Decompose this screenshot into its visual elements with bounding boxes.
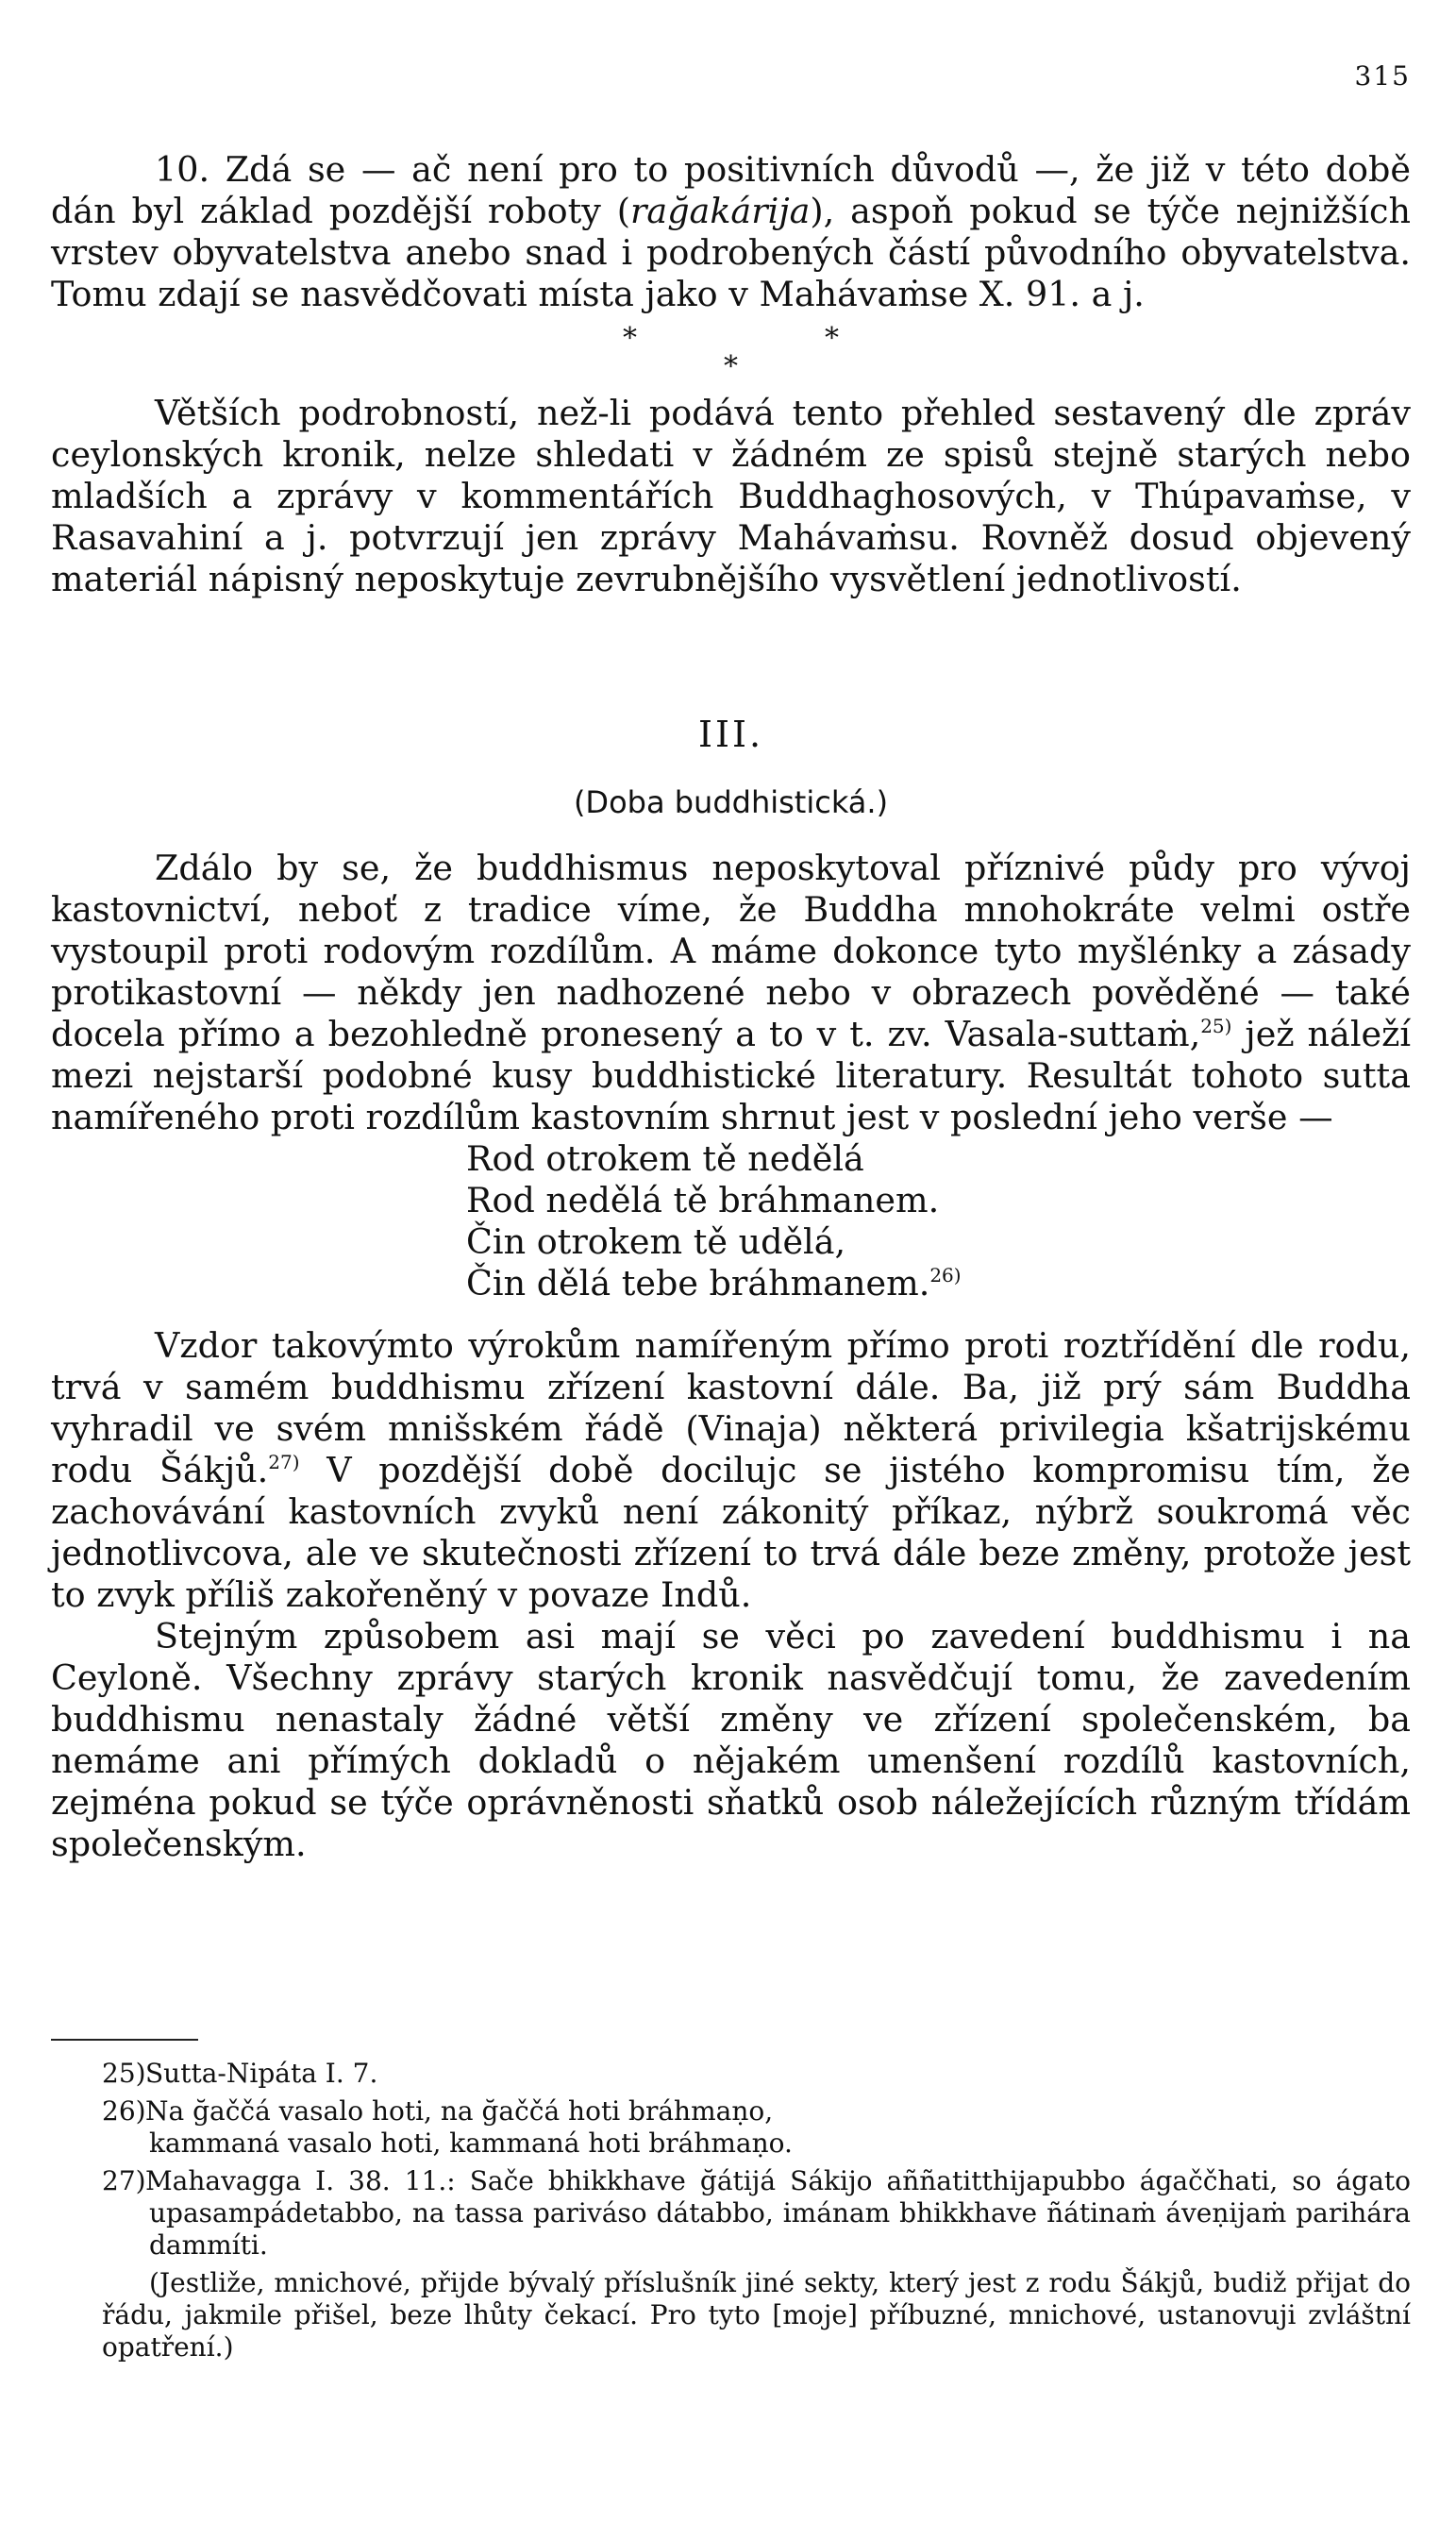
verse-block <box>466 1138 1411 1304</box>
footnote-text: Mahavagga I. 38. 11.: Sače bhikkhave ğátijá Sákijo aññatitthijapubbo ágaččhati, so ágato upasampádetabbo, na tassa pariváso dátabbo, imánam bhikkhave ñátinaṁ áveṇijaṁ parihára dammíti. <box>145 2165 1411 2261</box>
body-text <box>51 149 1411 1865</box>
paragraph-caste-b: V pozdější době docilujc se jistého kompromisu tím, že zachovávání kastovních zvyků není zákonitý příkaz, nýbrž soukromá věc jednotlivcova, ale ve skutečnosti zřízení to trvá dále beze změny, protože jest to zvyk příliš zakořeněný v povaze Indů. <box>51 1450 1411 1615</box>
section-separator <box>51 315 1411 393</box>
verse-line: Rod nedělá tě bráhmanem. <box>466 1180 940 1220</box>
footnote-27 <box>51 2165 1411 2262</box>
paragraph-caste <box>51 1325 1411 1616</box>
separator-star: * <box>623 322 637 355</box>
footnote-ref-25: 25) <box>1200 1015 1232 1037</box>
verse-line: Čin dělá tebe bráhmanem. <box>466 1263 930 1304</box>
verse-line-last <box>466 1263 1411 1304</box>
paragraph-10-text: 10. Zdá se — ač není pro to positivních důvodů —, že již v této době dán byl základ pozdější roboty ( <box>51 149 1411 231</box>
paragraph-buddhism-a: Zdálo by se, že buddhismus neposkytoval příznivé půdy pro vývoj kastovnictví, neboť z tradice víme, že Buddha mnohokráte velmi ostře vystoupil proti rodovým rozdílům. A máme dokonce tyto myšlénky a zásady protikastovní — někdy jen nadhozené nebo v obrazech pověděné — také docela přímo a bezohledně pronesený a to v t. zv. Vasala-suttaṁ, <box>51 848 1411 1054</box>
footnote-text: kammaná vasalo hoti, kammaná hoti bráhmaṇo. <box>149 2128 793 2159</box>
footnote-mark: 25) <box>102 2058 146 2089</box>
footnote-26 <box>51 2095 1411 2160</box>
paragraph-buddhism-b: jež náleží mezi nejstarší podobné kusy buddhistické literatury. Resultát tohoto sutta namířeného proti rozdílům kastovním shrnut jest v poslední jeho verše — <box>51 1014 1411 1137</box>
footnote-ref-27: 27) <box>268 1451 300 1473</box>
paragraph-ceylon: Stejným způsobem asi mají se věci po zavedení buddhismu i na Ceyloně. Všechny zprávy starých kronik nasvědčují tomu, že zavedením buddhismu nenastaly žádné větší změny ve zřízení společenském, ba nemáme ani přímých dokladů o nějakém umenšení rozdílů kastovních, zejména pokud se týče oprávněnosti sňatků osob náležejících různým třídám společenským. <box>51 1616 1411 1864</box>
italic-term: rağakárija <box>629 191 811 231</box>
footnote-text: Sutta-Nipáta I. 7. <box>145 2058 378 2089</box>
footnote-mark: 27) <box>102 2165 146 2196</box>
footnote-translation: (Jestliže, mnichové, přijde bývalý příslušník jiné sekty, který jest z rodu Šákjů, budiž přijat do řádu, jakmile přišel, beze lhůty čekací. Pro tyto [moje] příbuzné, mnichové, ustanovuji zvláštní opatření.) <box>102 2267 1411 2363</box>
verse-line: Rod otrokem tě nedělá <box>466 1138 864 1179</box>
footnotes <box>51 2058 1411 2363</box>
footnote-ref-26: 26) <box>929 1264 962 1287</box>
paragraph-10-rest: ), aspoň pokud se týče nejnižších vrstev obyvatelstva anebo snad i podrobených částí původního obyvatelstva. Tomu zdají se nasvědčovati místa jako v Mahávaṁse X. 91. a j. <box>51 191 1411 314</box>
section-number: III. <box>697 714 764 755</box>
verse-line: Čin otrokem tě udělá, <box>466 1221 846 1262</box>
separator-star: * <box>825 322 839 355</box>
paragraph-buddhism <box>51 848 1411 1138</box>
footnote-divider <box>51 2039 198 2041</box>
paragraph-caste-a: Vzdor takovýmto výrokům namířeným přímo proti roztřídění dle rodu, trvá v samém buddhismu zřízení kastovní dále. Ba, již prý sám Buddha vyhradil ve svém mnišském řádě (Vinaja) některá privilegia kšatrijskému rodu Šákjů. <box>51 1325 1411 1490</box>
footnote-mark: 26) <box>102 2095 146 2127</box>
section-title: (Doba buddhistická.) <box>573 784 889 820</box>
page-number: 315 <box>1354 60 1411 92</box>
footnote-25 <box>51 2058 1411 2090</box>
separator-star: * <box>724 350 738 383</box>
footnote-text: Na ğaččá vasalo hoti, na ğaččá hoti bráhmaṇo, <box>145 2095 774 2127</box>
paragraph-sources: Větších podrobností, než-li podává tento přehled sestavený dle zpráv ceylonských kronik, nelze shledati v žádném ze spisů stejně starých nebo mladších a zprávy v kommentářích Buddhaghosových, v Thúpavaṁse, v Rasavahiní a j. potvrzují jen zprávy Mahávaṁsu. Rovněž dosud objevený materiál nápisný neposkytuje zevrubnějšího vysvětlení jednotlivostí. <box>51 393 1411 599</box>
paragraph-10 <box>51 149 1411 315</box>
